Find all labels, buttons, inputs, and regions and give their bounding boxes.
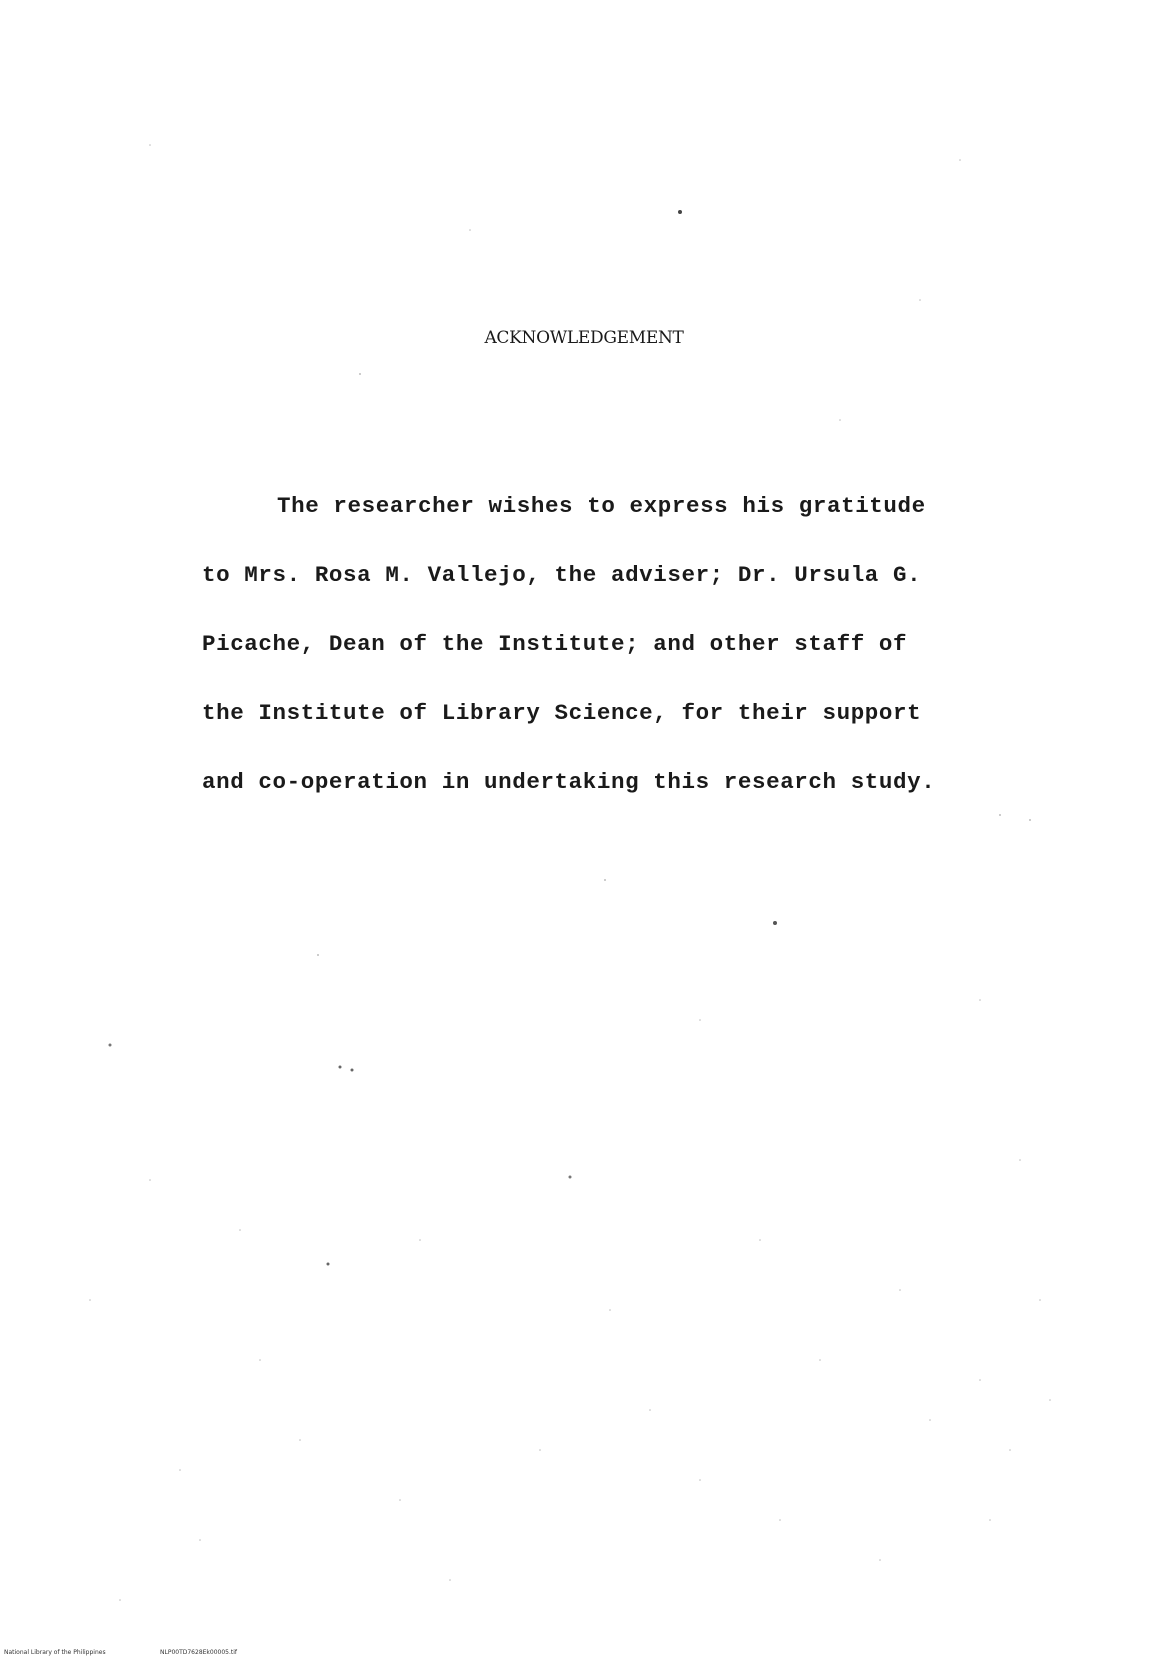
- paragraph-line-1: The researcher wishes to express his gratitude: [277, 493, 926, 519]
- footer-filename: NLP00TD7628Ek00005.tif: [160, 1649, 238, 1656]
- footer-source: National Library of the Philippines: [4, 1649, 106, 1656]
- paragraph-line-3: Picache, Dean of the Institute; and other staff of: [202, 631, 908, 657]
- page-title: ACKNOWLEDGEMENT: [484, 328, 684, 348]
- paragraph-line-5: and co-operation in undertaking this research study.: [202, 769, 936, 795]
- paragraph-line-4: the Institute of Library Science, for their support: [202, 700, 922, 726]
- paragraph-line-2: to Mrs. Rosa M. Vallejo, the adviser; Dr. Ursula G.: [202, 562, 922, 588]
